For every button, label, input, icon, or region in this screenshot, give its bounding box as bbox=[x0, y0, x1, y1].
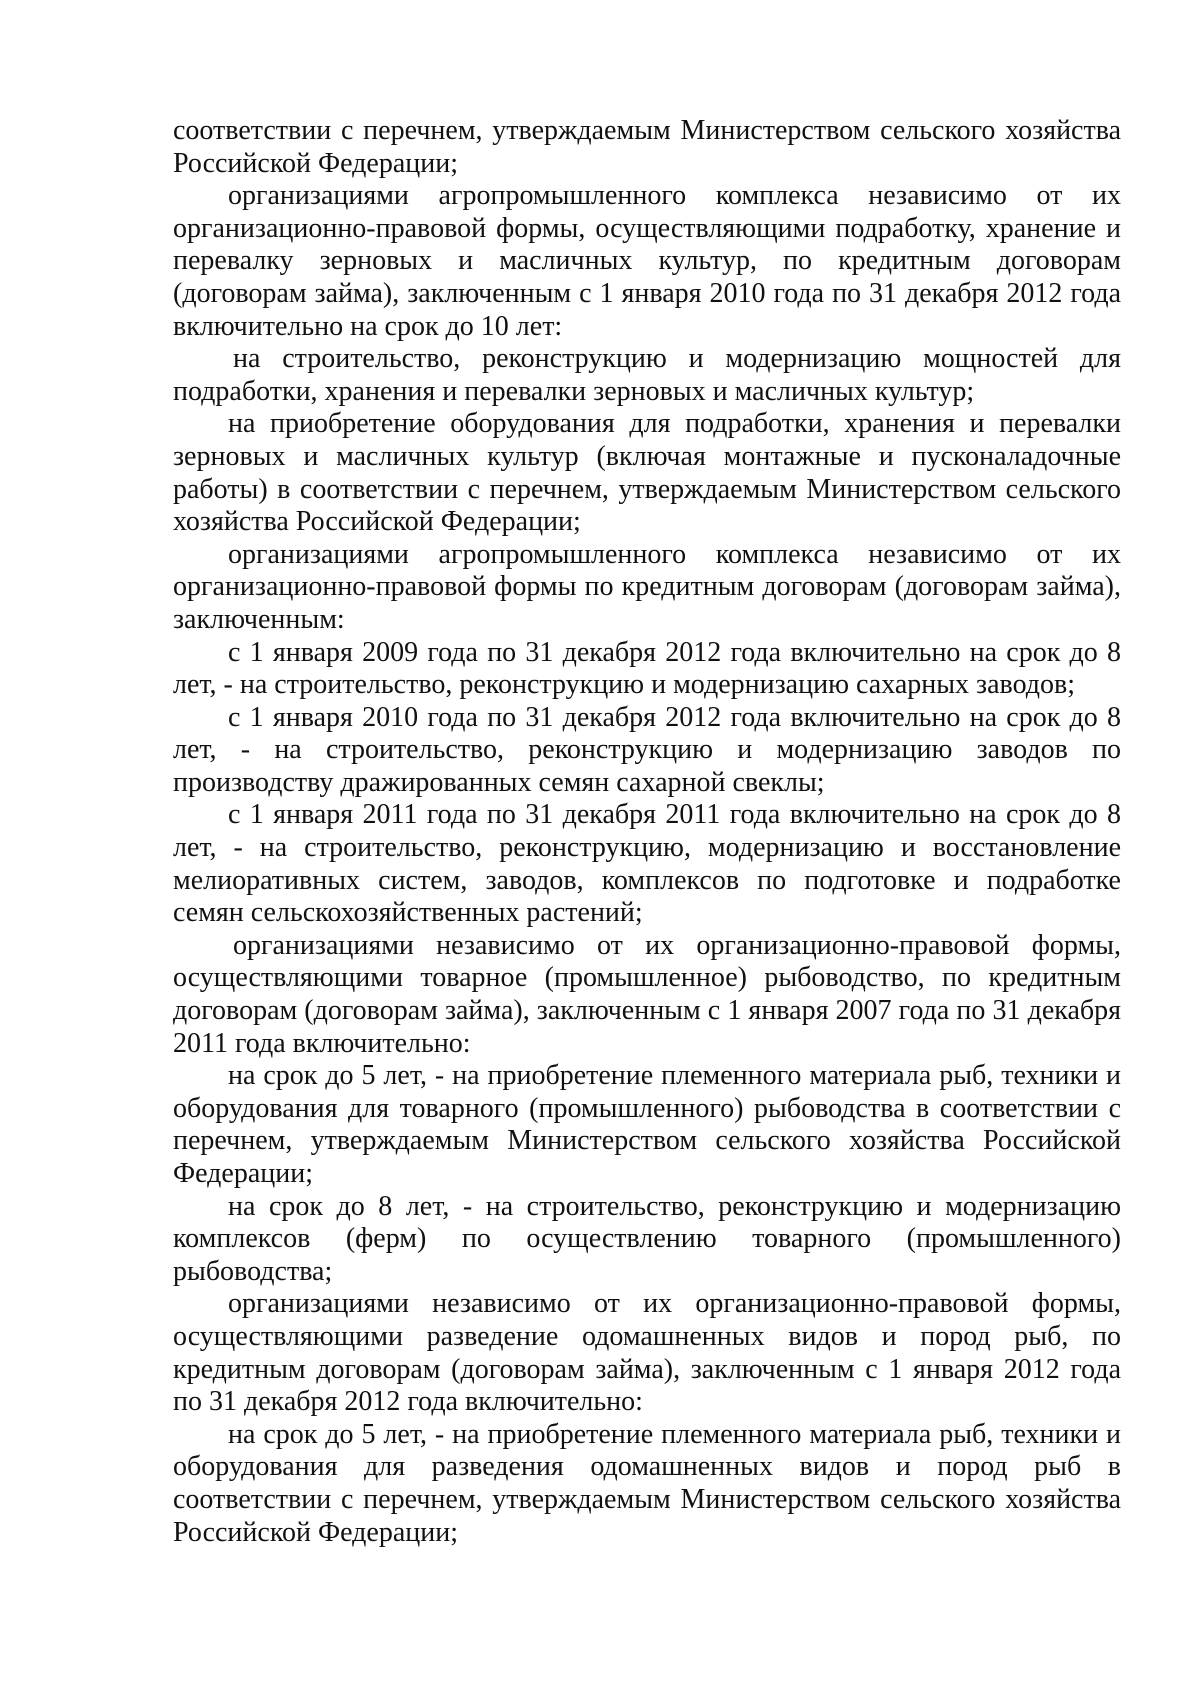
paragraph-8: с 1 января 2011 года по 31 декабря 2011 года включительно на срок до 8 лет, - на строительство, реконструкцию, модернизацию и восстановление мелиоративных систем, заводов, комплексов по подготовке и подработке семян сельскохозяйственных растений; bbox=[173, 799, 1121, 929]
paragraph-9: организациями независимо от их организационно-правовой формы, осуществляющими товарное (промышленное) рыбоводство, по кредитным договорам (договорам займа), заключенным с 1 января 2007 года по 31 декабря 2011 года включительно: bbox=[173, 929, 1121, 1059]
paragraph-2: организациями агропромышленного комплекса независимо от их организационно-правовой формы, осуществляющими подработку, хранение и перевалку зерновых и масличных культур, по кредитным договорам (договорам займа), заключенным с 1 января 2010 года по 31 декабря 2012 года включительно на срок до 10 лет: bbox=[173, 180, 1121, 342]
document-body bbox=[173, 115, 1121, 1549]
paragraph-6: с 1 января 2009 года по 31 декабря 2012 года включительно на срок до 8 лет, - на строительство, реконструкцию и модернизацию сахарных заводов; bbox=[173, 636, 1121, 701]
paragraph-1: соответствии с перечнем, утверждаемым Министерством сельского хозяйства Российской Федерации; bbox=[173, 115, 1121, 179]
paragraph-13: на срок до 5 лет, - на приобретение племенного материала рыб, техники и оборудования для разведения одомашненных видов и пород рыб в соответствии с перечнем, утверждаемым Министерством сельского хозяйства Российской Федерации; bbox=[173, 1418, 1121, 1548]
paragraph-4: на приобретение оборудования для подработки, хранения и перевалки зерновых и масличных культур (включая монтажные и пусконаладочные работы) в соответствии с перечнем, утверждаемым Министерством сельского хозяйства Российской Федерации; bbox=[173, 408, 1121, 538]
paragraph-5: организациями агропромышленного комплекса независимо от их организационно-правовой формы по кредитным договорам (договорам займа), заключенным: bbox=[173, 538, 1121, 635]
paragraph-11: на срок до 8 лет, - на строительство, реконструкцию и модернизацию комплексов (ферм) по осуществлению товарного (промышленного) рыбоводства; bbox=[173, 1190, 1121, 1287]
paragraph-10: на срок до 5 лет, - на приобретение племенного материала рыб, техники и оборудования для товарного (промышленного) рыбоводства в соответствии с перечнем, утверждаемым Министерством сельского хозяйства Российской Федерации; bbox=[173, 1060, 1121, 1189]
paragraph-12: организациями независимо от их организационно-правовой формы, осуществляющими разведение одомашненных видов и пород рыб, по кредитным договорам (договорам займа), заключенным с 1 января 2012 года по 31 декабря 2012 года включительно: bbox=[173, 1288, 1121, 1418]
paragraph-3: на строительство, реконструкцию и модернизацию мощностей для подработки, хранения и перевалки зерновых и масличных культур; bbox=[173, 343, 1121, 407]
paragraph-7: с 1 января 2010 года по 31 декабря 2012 года включительно на срок до 8 лет, - на строительство, реконструкцию и модернизацию заводов по производству дражированных семян сахарной свеклы; bbox=[173, 701, 1121, 798]
